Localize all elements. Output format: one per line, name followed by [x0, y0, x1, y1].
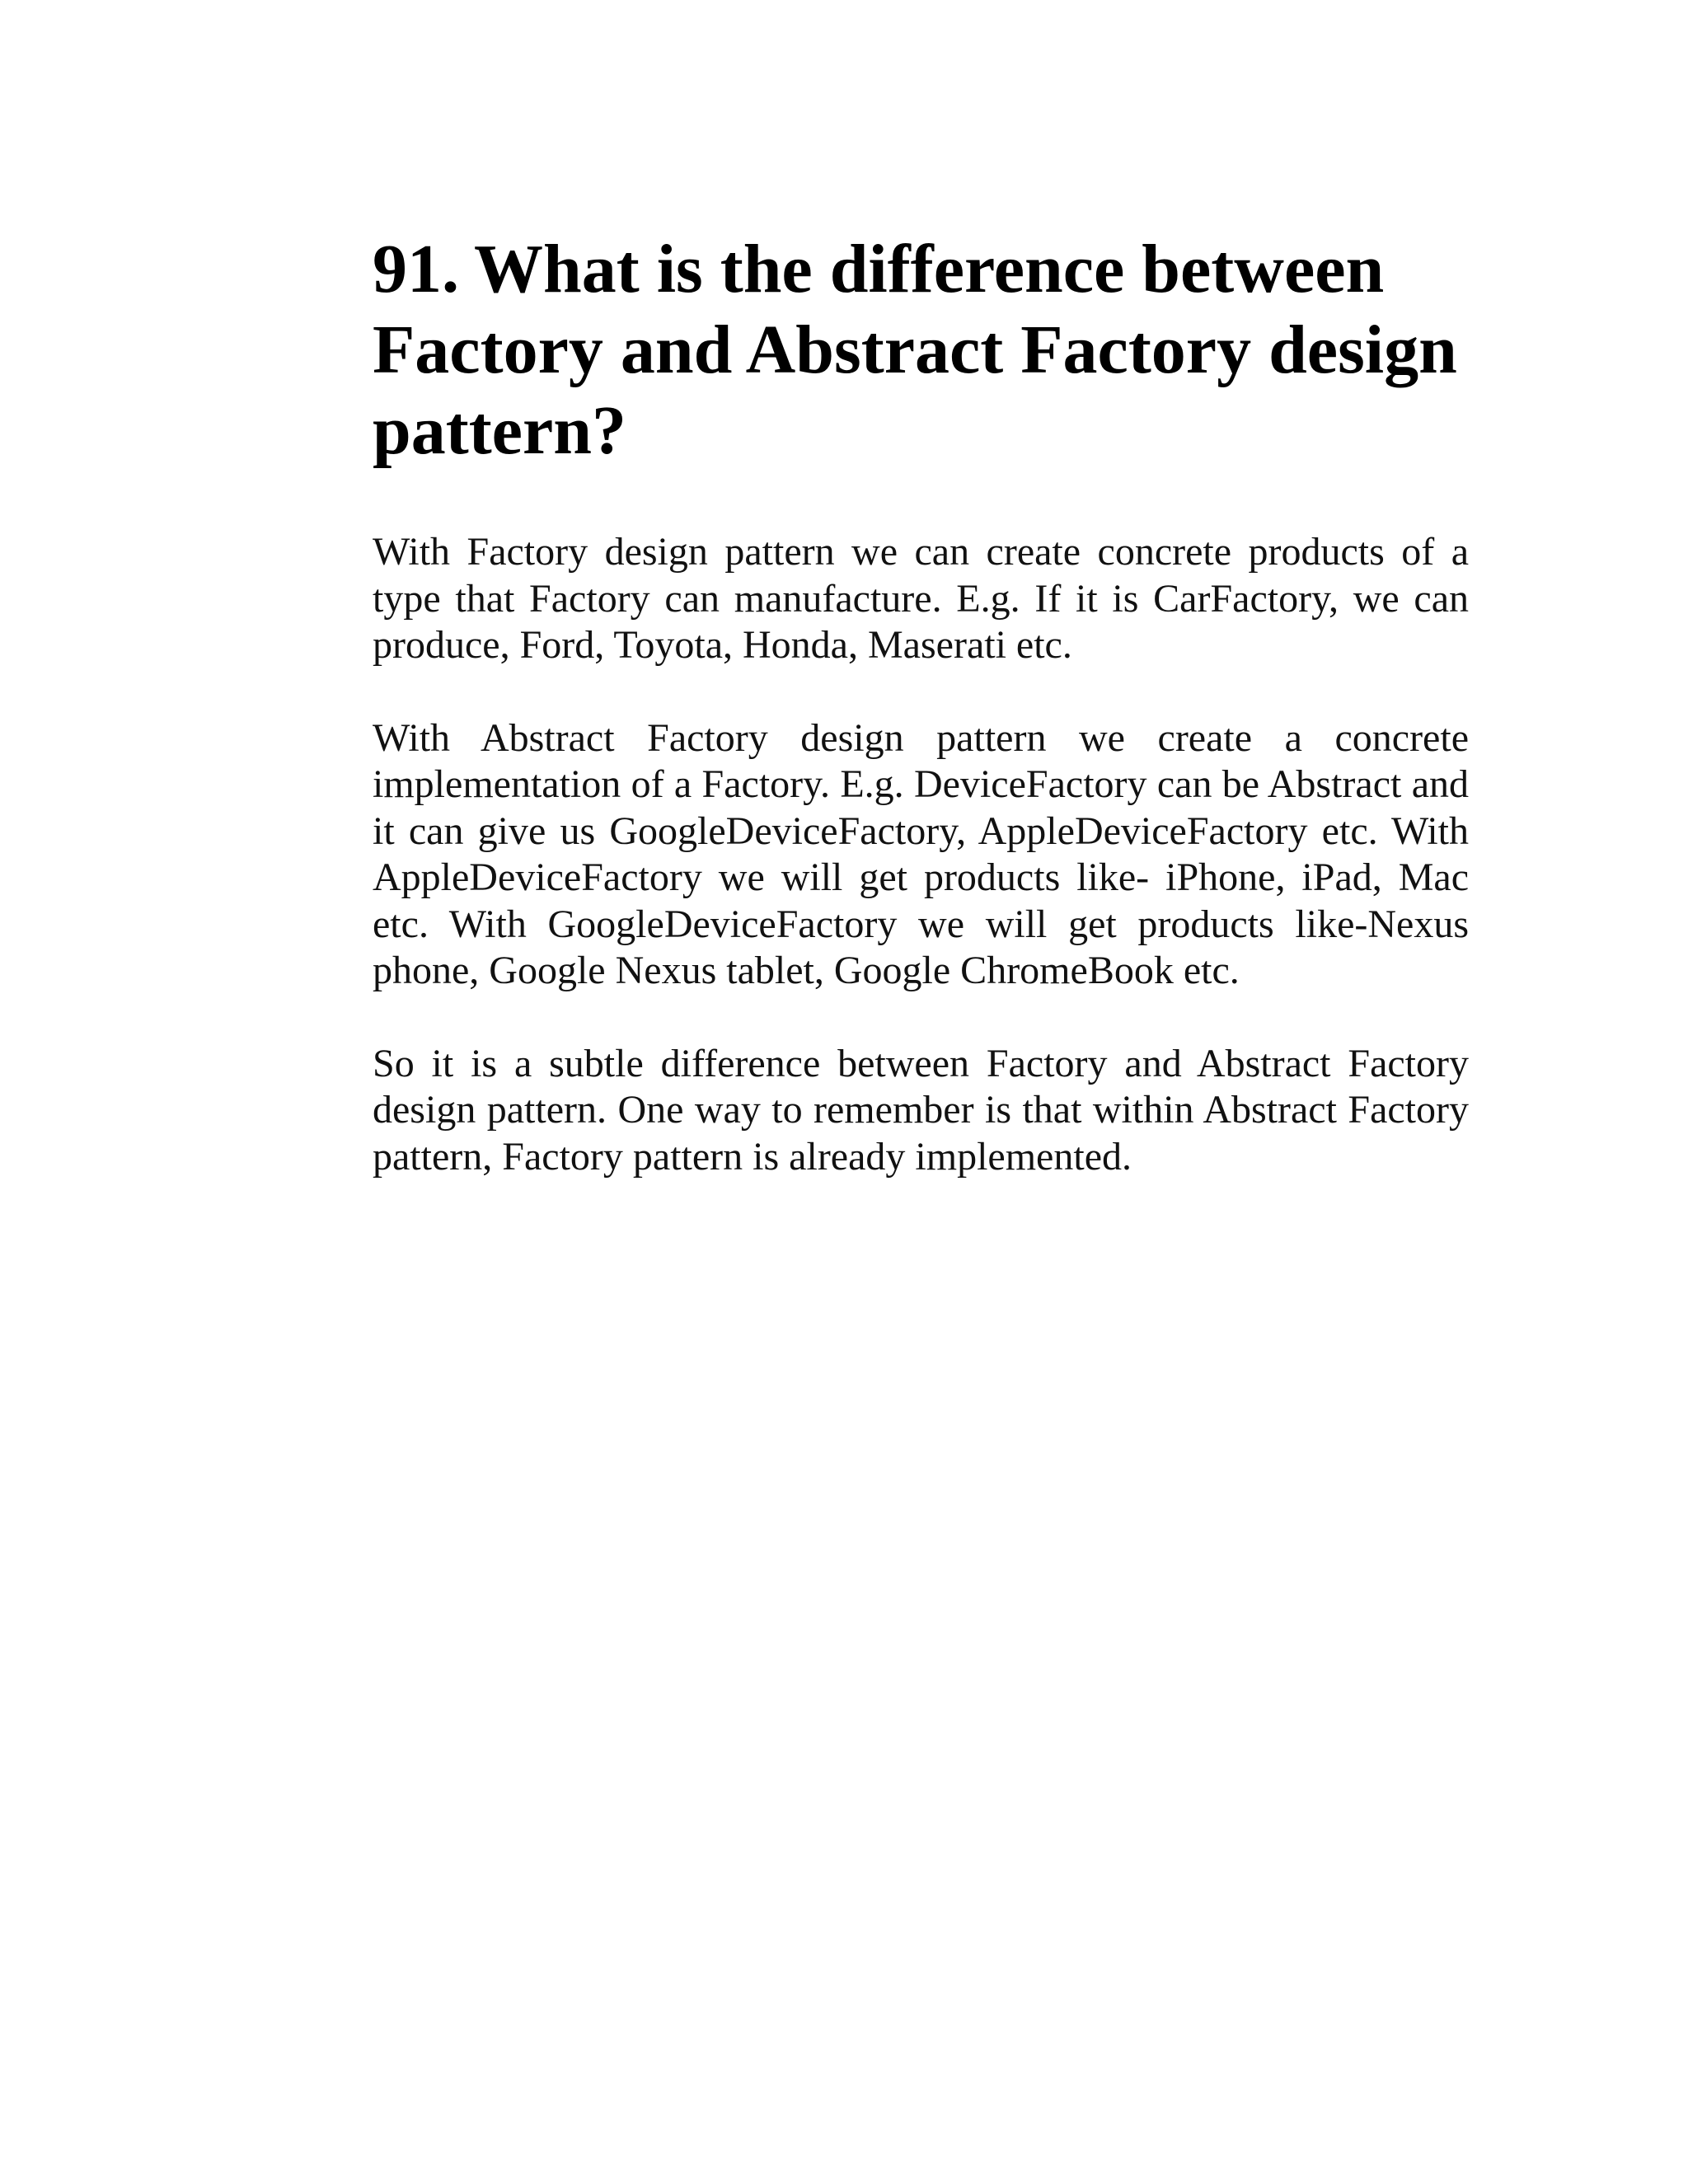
- question-title-line-1: What is the difference between: [474, 231, 1385, 307]
- question-title-line-3: pattern?: [373, 392, 626, 469]
- question-title-continued: [373, 310, 1469, 471]
- answer-paragraph-3: So it is a subtle difference between Factory and Abstract Factory design pattern. One way to remember is that within Abstract Factory pattern, Factory pattern is already implemented.: [373, 1041, 1469, 1179]
- question-title: [474, 229, 1469, 310]
- question-number: 91.: [373, 231, 459, 307]
- question-title-line-2: Factory and Abstract Factory design: [373, 312, 1457, 388]
- answer-paragraph-2: With Abstract Factory design pattern we create a concrete implementation of a Factory. E.g. DeviceFactory can be Abstract and it can give us GoogleDeviceFactory, AppleDeviceFactory etc. With AppleDeviceFactory we will get products like- iPhone, iPad, Mac etc. With GoogleDeviceFactory we will get products like-Nexus phone, Google Nexus tablet, Google ChromeBook etc.: [373, 715, 1469, 992]
- answer-paragraph-1: With Factory design pattern we can create concrete products of a type that Factory can manufacture. E.g. If it is CarFactory, we can produce, Ford, Toyota, Honda, Maserati etc.: [373, 530, 1469, 667]
- question-heading: [373, 229, 1469, 471]
- question-heading-row: [373, 229, 1469, 310]
- page-content: [373, 229, 1469, 1180]
